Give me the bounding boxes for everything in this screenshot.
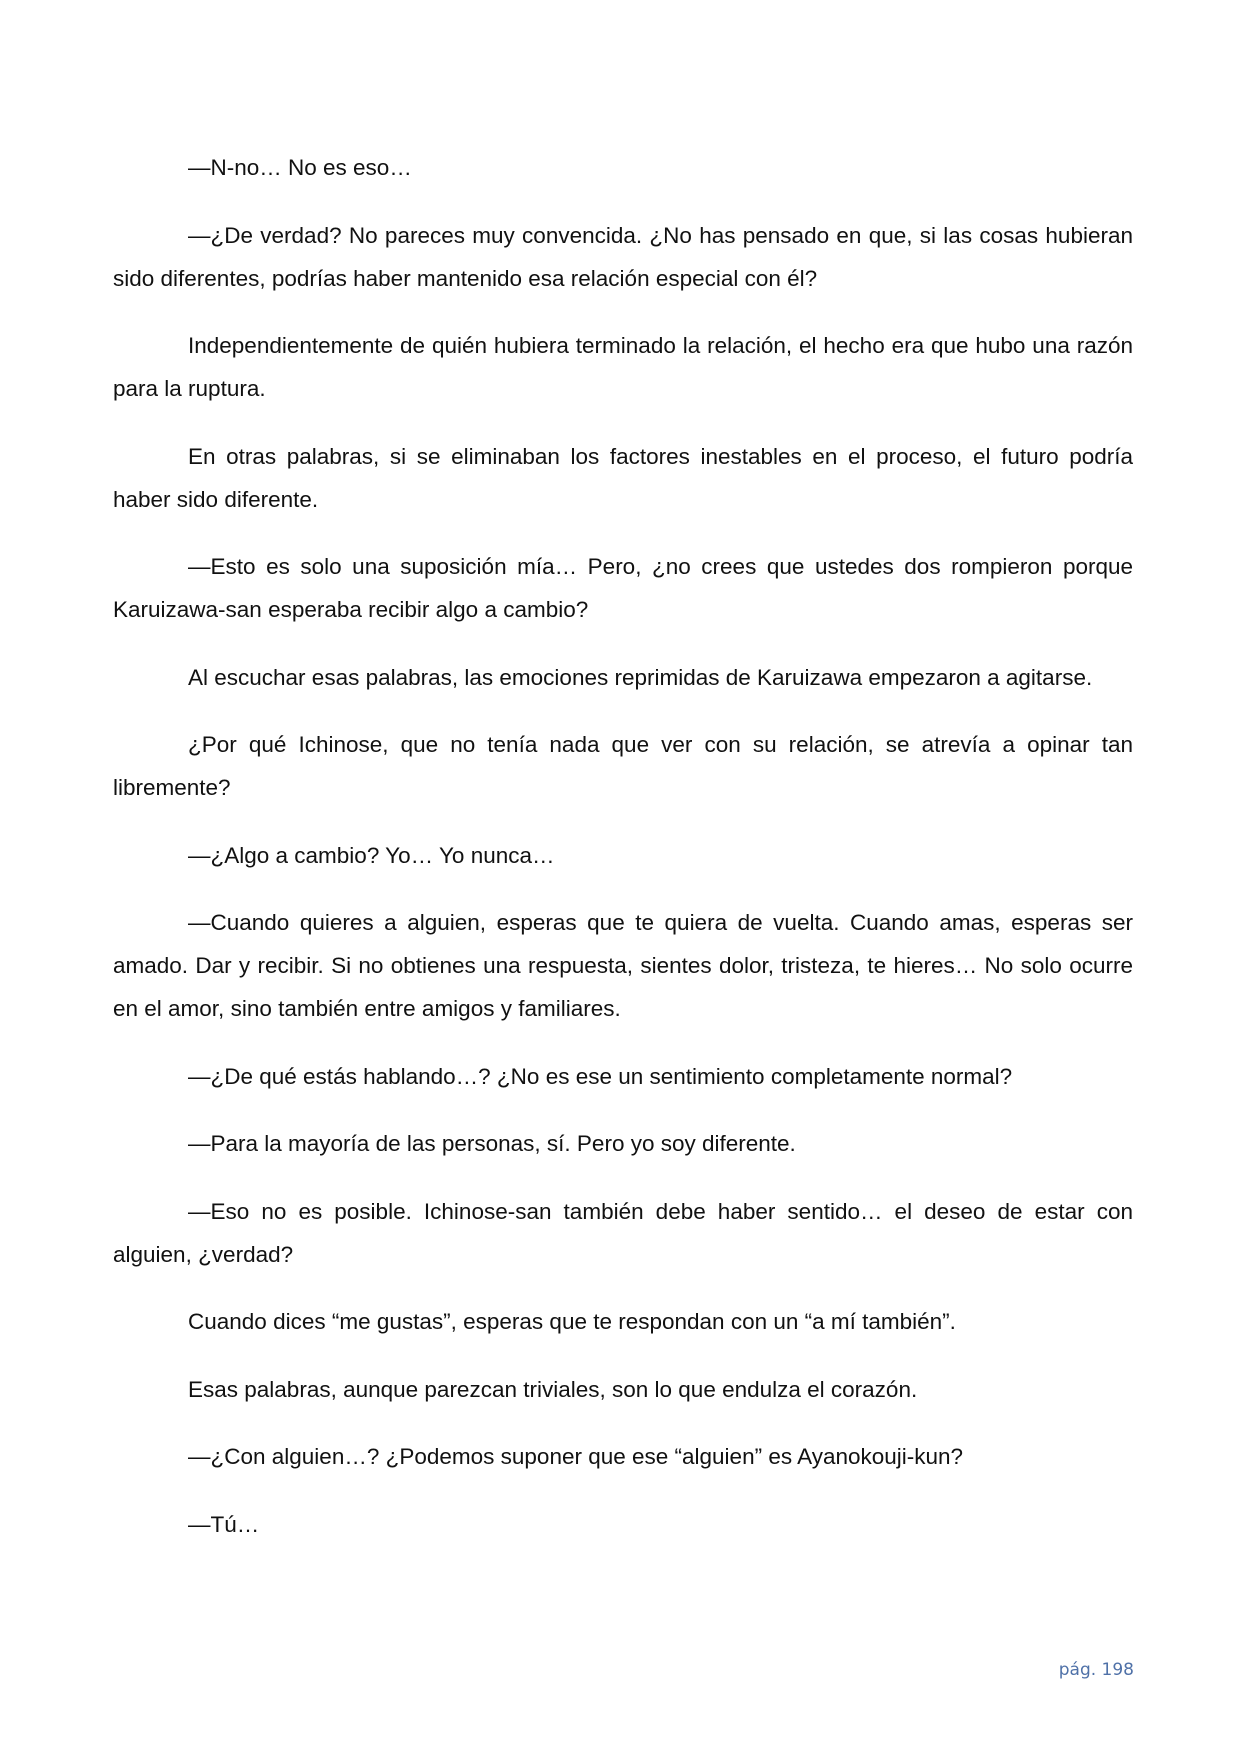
paragraph: Al escuchar esas palabras, las emociones reprimidas de Karuizawa empezaron a agitarse. (188, 664, 1093, 690)
paragraph: En otras palabras, si se eliminaban los factores inestables en el proceso, el futuro podría haber sido diferente. (113, 443, 1133, 512)
body-text (113, 146, 1133, 1570)
paragraph: —Eso no es posible. Ichinose-san también debe haber sentido… el deseo de estar con alguien, ¿verdad? (113, 1198, 1133, 1267)
paragraph: —Para la mayoría de las personas, sí. Pero yo soy diferente. (188, 1131, 796, 1156)
paragraph: —Cuando quieres a alguien, esperas que te quiera de vuelta. Cuando amas, esperas ser amado. Dar y recibir. Si no obtienes una respuesta, sientes dolor, tristeza, te hieres… No solo ocurre en el amor, sino también entre amigos y familiares. (113, 910, 1133, 1021)
page-number: pág. 198 (1058, 1660, 1134, 1680)
paragraph: Independientemente de quién hubiera terminado la relación, el hecho era que hubo una razón para la ruptura. (113, 333, 1133, 401)
paragraph: Cuando dices “me gustas”, esperas que te respondan con un “a mí también”. (188, 1309, 956, 1334)
paragraph: —N-no… No es eso… (188, 155, 412, 180)
paragraph: —Esto es solo una suposición mía… Pero, ¿no crees que ustedes dos rompieron porque Karuizawa-san esperaba recibir algo a cambio? (113, 554, 1133, 622)
paragraph: ¿Por qué Ichinose, que no tenía nada que ver con su relación, se atrevía a opinar tan libremente? (113, 732, 1133, 800)
paragraph: —¿Algo a cambio? Yo… Yo nunca… (188, 842, 555, 868)
paragraph: —¿Con alguien…? ¿Podemos suponer que ese “alguien” es Ayanokouji-kun? (188, 1444, 964, 1469)
paragraph: —¿De qué estás hablando…? ¿No es ese un sentimiento completamente normal? (188, 1063, 1013, 1089)
paragraph: —Tú… (188, 1511, 260, 1537)
paragraph: Esas palabras, aunque parezcan triviales, son lo que endulza el corazón. (188, 1376, 918, 1402)
paragraph: —¿De verdad? No pareces muy convencida. ¿No has pensado en que, si las cosas hubieran sido diferentes, podrías haber mantenido esa relación especial con él? (113, 222, 1133, 291)
